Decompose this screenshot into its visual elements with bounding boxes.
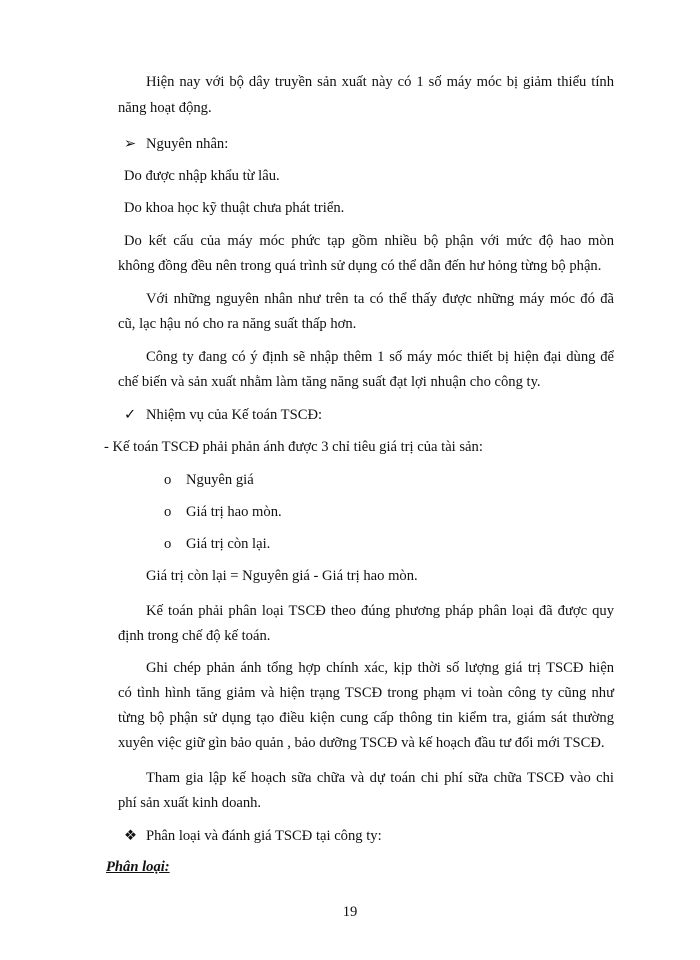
- para6-line4: xuyên việc giữ gìn bảo quản , bảo dưỡng TSCĐ và kế hoạch đầu tư đổi mới TSCĐ.: [118, 735, 605, 751]
- para3-line1: Với những nguyên nhân như trên ta có thể thấy được những máy móc đó đã: [146, 291, 614, 307]
- diamond-bullet-icon: ❖: [124, 828, 138, 844]
- duty-heading: [124, 406, 322, 424]
- section-heading: Phân loại:: [106, 859, 170, 875]
- para4-line1: Công ty đang có ý định sẽ nhập thêm 1 số máy móc thiết bị hiện đại dùng để: [146, 349, 614, 365]
- para5-line2: định trong chế độ kế toán.: [118, 628, 271, 644]
- check-bullet-icon: ✓: [124, 407, 137, 423]
- para1-line1: Hiện nay với bộ dây truyền sản xuất này có 1 số máy móc bị giảm thiểu tính: [146, 74, 614, 90]
- cause-heading: [124, 135, 228, 153]
- cause-item-2: Do khoa học kỹ thuật chưa phát triển.: [124, 200, 345, 216]
- para5-line1: Kế toán phải phân loại TSCĐ theo đúng phương pháp phân loại đã được quy: [146, 603, 614, 619]
- para4-line2: chế biến và sản xuất nhằm làm tăng năng suất đạt lợi nhuận cho công ty.: [118, 374, 541, 390]
- classify-heading: [124, 827, 382, 845]
- para6-line1: Ghi chép phản ánh tổng hợp chính xác, kịp thời số lượng giá trị TSCĐ hiện: [146, 660, 614, 676]
- list-item: [164, 535, 270, 553]
- cause-item-1: Do được nhập khẩu từ lâu.: [124, 168, 280, 184]
- list-item-text: Giá trị còn lại.: [186, 536, 271, 552]
- para1-line2: năng hoạt động.: [118, 100, 212, 116]
- list-item-text: Nguyên giá: [186, 472, 254, 488]
- formula: Giá trị còn lại = Nguyên giá - Giá trị hao mòn.: [146, 568, 418, 584]
- para6-line3: từng bộ phận sử dụng tạo điều kiện cung cấp thông tin kiểm tra, giám sát thường: [118, 710, 614, 726]
- page-number: 19: [342, 904, 358, 920]
- cause-label: Nguyên nhân:: [146, 136, 229, 152]
- list-item-text: Giá trị hao mòn.: [186, 504, 282, 520]
- para6-line2: có tình hình tăng giảm và hiện trạng TSCĐ trong phạm vi toàn công ty cũng như: [118, 685, 614, 701]
- arrow-bullet-icon: ➢: [124, 136, 137, 152]
- classify-label: Phân loại và đánh giá TSCĐ tại công ty:: [146, 828, 382, 844]
- duty-intro: - Kế toán TSCĐ phải phản ánh được 3 chỉ tiêu giá trị của tài sản:: [104, 439, 483, 455]
- list-item: [164, 471, 254, 489]
- circle-bullet-icon: o: [164, 536, 172, 552]
- para2-line1: Do kết cấu của máy móc phức tạp gồm nhiều bộ phận với mức độ hao mòn: [124, 233, 614, 249]
- para2-line2: không đồng đều nên trong quá trình sử dụng có thể dẫn đến hư hỏng từng bộ phận.: [118, 258, 602, 274]
- list-item: [164, 503, 282, 521]
- duty-label: Nhiệm vụ của Kế toán TSCĐ:: [146, 407, 323, 423]
- circle-bullet-icon: o: [164, 504, 172, 520]
- para7-line2: phí sản xuất kinh doanh.: [118, 795, 262, 811]
- circle-bullet-icon: o: [164, 472, 172, 488]
- para3-line2: cũ, lạc hậu nó cho ra năng suất thấp hơn.: [118, 316, 357, 332]
- para7-line1: Tham gia lập kế hoạch sữa chữa và dự toán chi phí sữa chữa TSCĐ vào chi: [146, 770, 614, 786]
